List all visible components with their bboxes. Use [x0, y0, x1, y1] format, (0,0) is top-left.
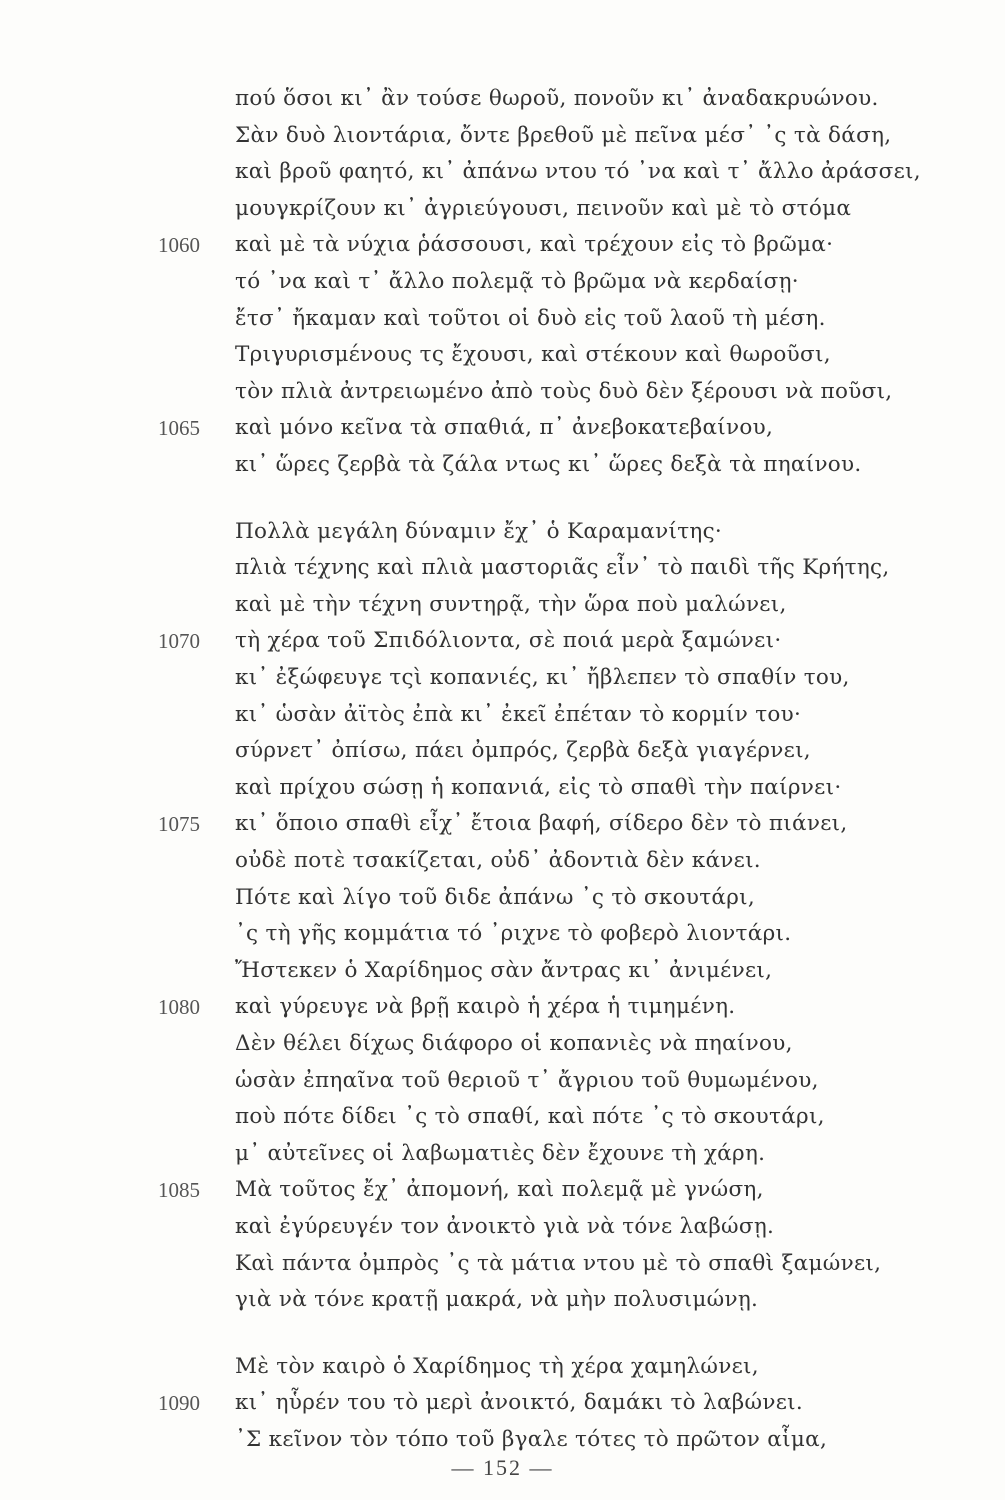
verse-line: πλιὰ τέχνης καὶ πλιὰ μαστοριᾶς εἶν᾿ τὸ παιδὶ τῆς Κρήτης, — [235, 555, 890, 581]
verse-line: καὶ μὲ τὰ νύχια ῥάσσουσι, καὶ τρέχουν εἰς τὸ βρῶμα· — [235, 232, 834, 258]
verse-line: τὸν πλιὰ ἀντρειωμένο ἀπὸ τοὺς δυὸ δὲν ξέρουσι νὰ ποῦσι, — [235, 378, 893, 404]
verse-line: μουγκρίζουν κι᾿ ἀγριεύγουσι, πεινοῦν καὶ μὲ τὸ στόμα — [235, 195, 852, 221]
verse-line: οὐδὲ ποτὲ τσακίζεται, οὐδ᾿ ἀδοντιὰ δὲν κάνει. — [235, 848, 761, 873]
verse-line: Πότε καὶ λίγο τοῦ διδε ἀπάνω ᾿ς τὸ σκουτάρι, — [235, 884, 756, 910]
verse-line: ὡσὰν ἐπηαῖνα τοῦ θεριοῦ τ᾿ ἄγριου τοῦ θυμωμένου, — [235, 1067, 819, 1093]
line-number: 1075 — [158, 812, 200, 837]
verse-line: καὶ ἐγύρευγέν τον ἀνοικτὸ γιὰ νὰ τόνε λαβώσῃ. — [235, 1214, 775, 1239]
verse-line: τὴ χέρα τοῦ Σπιδόλιοντα, σὲ ποιά μερὰ ξαμώνει· — [235, 628, 782, 654]
verse-line: Τριγυρισμένους τς ἔχουσι, καὶ στέκουν καὶ θωροῦσι, — [235, 342, 831, 368]
verse-line: καὶ μὲ τὴν τέχνη συντηρᾷ, τὴν ὥρα ποὺ μαλώνει, — [235, 591, 787, 617]
verse-line: καὶ πρίχου σώσῃ ἡ κοπανιά, εἰς τὸ σπαθὶ τὴν παίρνει· — [235, 774, 842, 800]
verse-line: κι᾿ ὥρες ζερβὰ τὰ ζάλα ντως κι᾿ ὥρες δεξὰ τὰ πηαίνου. — [235, 452, 862, 477]
line-number: 1085 — [158, 1178, 200, 1203]
verse-line: πού ὅσοι κι᾿ ἂν τούσε θωροῦ, πονοῦν κι᾿ ἀναδακρυώνου. — [235, 86, 879, 111]
verse-line: Μὲ τὸν καιρὸ ὁ Χαρίδημος τὴ χέρα χαμηλώνει, — [235, 1353, 759, 1379]
verse-line: κι᾿ ἐξώφευγε τςὶ κοπανιές, κι᾿ ἤβλεπεν τὸ σπαθίν του, — [235, 665, 850, 690]
page-number: — 152 — — [451, 1455, 554, 1480]
verse-line: σύρνετ᾿ ὀπίσω, πάει ὀμπρός, ζερβὰ δεξὰ γιαγέρνει, — [235, 738, 811, 764]
verse-line: Μὰ τοῦτος ἔχ᾿ ἀπομονή, καὶ πολεμᾷ μὲ γνώση, — [235, 1177, 764, 1203]
verse-line: Σὰν δυὸ λιοντάρια, ὄντε βρεθοῦ μὲ πεῖνα μέσ᾿ ᾿ς τὰ δάση, — [235, 122, 892, 148]
line-number: 1070 — [158, 629, 200, 654]
verse-line: γιὰ νὰ τόνε κρατῇ μακρά, νὰ μὴν πολυσιμώνῃ. — [235, 1287, 759, 1313]
verse-line: καὶ μόνο κεῖνα τὰ σπαθιά, π᾿ ἀνεβοκατεβαίνου, — [235, 415, 774, 441]
verse-line: ἔτσ᾿ ἤκαμαν καὶ τοῦτοι οἱ δυὸ εἰς τοῦ λαοῦ τὴ μέση. — [235, 305, 826, 331]
verse-line: ᾿Σ κεῖνον τὸν τόπο τοῦ βγαλε τότες τὸ πρῶτον αἷμα, — [235, 1427, 828, 1452]
verse-line: κι᾿ ὡσὰν ἀϊτὸς ἐπὰ κι᾿ ἐκεῖ ἐπέταν τὸ κορμίν του· — [235, 701, 802, 727]
verse-line: Ἤστεκεν ὁ Χαρίδημος σὰν ἄντρας κι᾿ ἀνιμένει, — [235, 957, 773, 983]
line-number: 1060 — [158, 233, 200, 258]
verse-line: ποὺ πότε δίδει ᾿ς τὸ σπαθί, καὶ πότε ᾿ς τὸ σκουτάρι, — [235, 1104, 825, 1130]
line-number: 1065 — [158, 416, 200, 441]
verse-line: Καὶ πάντα ὀμπρὸς ᾿ς τὰ μάτια ντου μὲ τὸ σπαθὶ ξαμώνει, — [235, 1250, 882, 1276]
verse-line: καὶ βροῦ φαητό, κι᾿ ἀπάνω ντου τό ᾿να καὶ τ᾿ ἄλλο ἀράσσει, — [235, 159, 921, 185]
line-number: 1090 — [158, 1391, 200, 1416]
line-number: 1080 — [158, 995, 200, 1020]
verse-line: καὶ γύρευγε νὰ βρῇ καιρὸ ἡ χέρα ἡ τιμημένη. — [235, 994, 736, 1020]
verse-line: Δὲν θέλει δίχως διάφορο οἱ κοπανιὲς νὰ πηαίνου, — [235, 1031, 793, 1056]
verse-line: ᾿ς τὴ γῆς κομμάτια τό ᾿ριχνε τὸ φοβερὸ λιοντάρι. — [235, 921, 792, 947]
verse-line: Πολλὰ μεγάλη δύναμιν ἔχ᾿ ὁ Καραμανίτης· — [235, 518, 723, 544]
verse-line: μ᾿ αὐτεῖνες οἱ λαβωματιὲς δὲν ἔχουνε τὴ χάρη. — [235, 1140, 766, 1166]
verse-line: τό ᾿να καὶ τ᾿ ἄλλο πολεμᾷ τὸ βρῶμα νὰ κερδαίσῃ· — [235, 269, 799, 294]
verse-line: κι᾿ ηὗρέν του τὸ μερὶ ἀνοικτό, δαμάκι τὸ λαβώνει. — [235, 1390, 804, 1416]
verse-line: κι᾿ ὅποιο σπαθὶ εἶχ᾿ ἔτοια βαφή, σίδερο δὲν τὸ πιάνει, — [235, 811, 848, 837]
